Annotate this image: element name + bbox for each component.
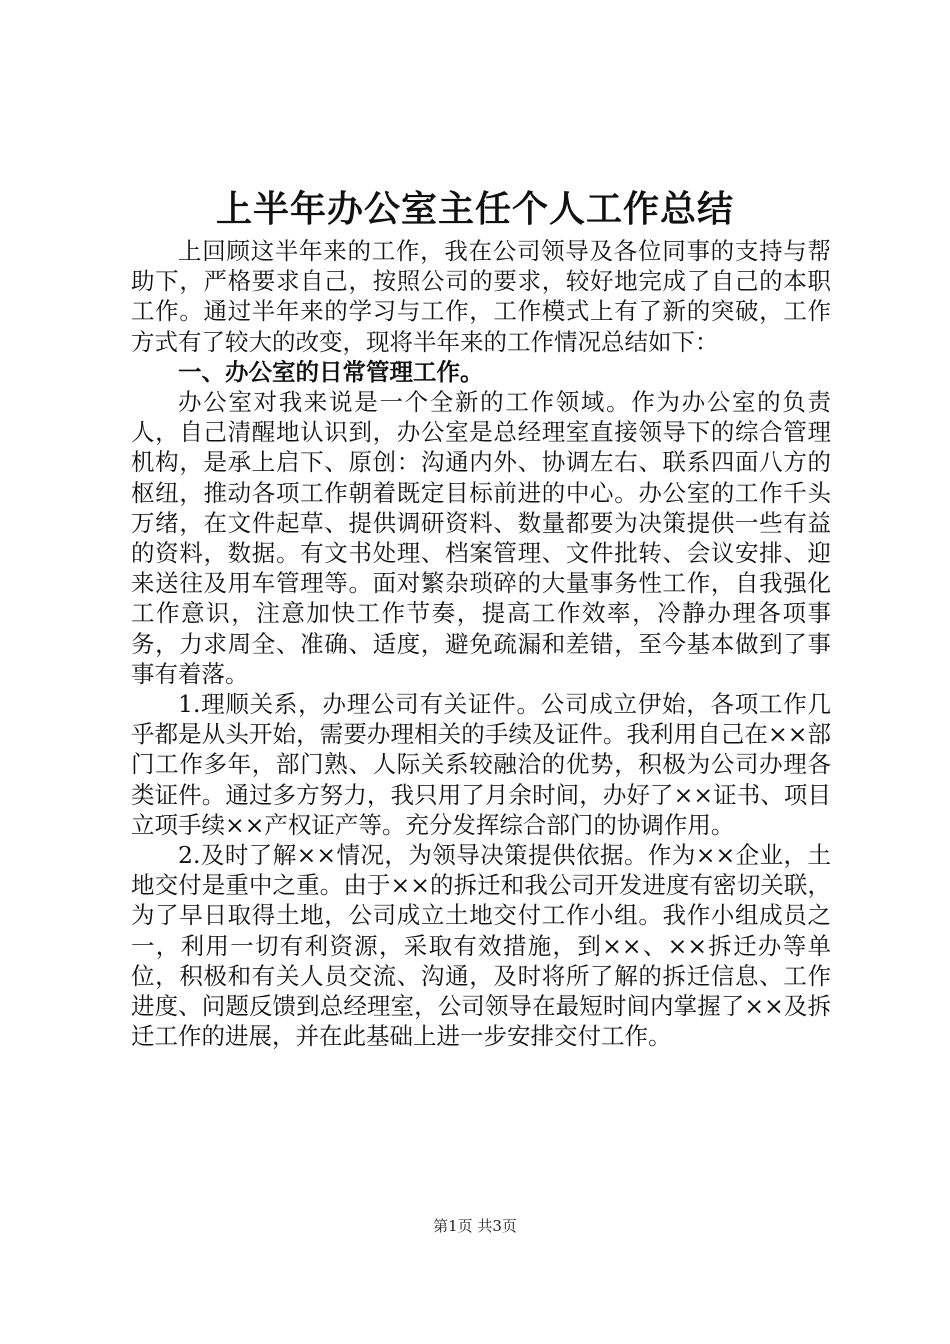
body-paragraph: 办公室对我来说是一个全新的工作领域。作为办公室的负责人，自己清醒地认识到，办公室是总经理室直接领导下的综合管理机构，是承上启下、原创：沟通内外、协调左右、联系四面八方的枢纽，推动各项工作朝着既定目标前进的中心。办公室的工作千头万绪，在文件起草、提供调研资料、数量都要为决策提供一些有益的资料，数据。有文书处理、档案管理、文件批转、会议安排、迎来送往及用车管理等。面对繁杂琐碎的大量事务性工作，自我强化工作意识，注意加快工作节奏，提高工作效率，冷静办理各项事务，力求周全、准确、适度，避免疏漏和差错，至今基本做到了事事有着落。 — [131, 388, 831, 688]
body-paragraph: 2.及时了解××情况，为领导决策提供依据。作为××企业，土地交付是重中之重。由于××的拆迁和我公司开发进度有密切关联，为了早日取得土地，公司成立土地交付工作小组。我作小组成员之一，利用一切有利资源，采取有效措施，到××、××拆迁办等单位，积极和有关人员交流、沟通，及时将所了解的拆迁信息、工作进度、问题反馈到总经理室，公司领导在最短时间内掌握了××及拆迁工作的进展，并在此基础上进一步安排交付工作。 — [131, 841, 831, 1051]
section-heading: 一、办公室的日常管理工作。 — [178, 357, 484, 386]
document-body — [131, 236, 831, 1051]
document-title: 上半年办公室主任个人工作总结 — [215, 188, 734, 230]
body-paragraph: 1.理顺关系，办理公司有关证件。公司成立伊始，各项工作几乎都是从头开始，需要办理相关的手续及证件。我利用自己在××部门工作多年，部门熟、人际关系较融洽的优势，积极为公司办理各类证件。通过多方努力，我只用了月余时间，办好了××证书、项目立项手续××产权证产等。充分发挥综合部门的协调作用。 — [131, 690, 831, 839]
page-footer: 第1页 共3页 — [433, 1217, 517, 1235]
intro-paragraph: 上回顾这半年来的工作，我在公司领导及各位同事的支持与帮助下，严格要求自己，按照公司的要求，较好地完成了自己的本职工作。通过半年来的学习与工作，工作模式上有了新的突破，工作方式有了较大的改变，现将半年来的工作情况总结如下： — [131, 237, 831, 356]
